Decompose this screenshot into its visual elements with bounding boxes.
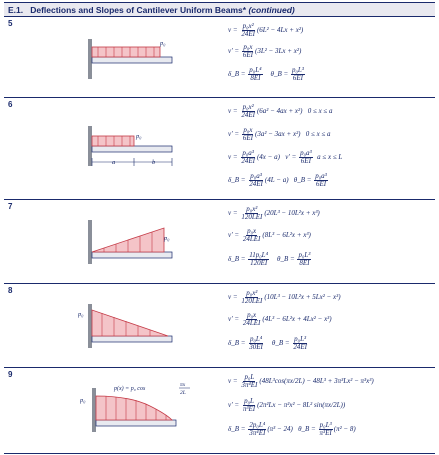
table-header xyxy=(4,2,435,17)
table-title: Deflections and Slopes of Cantilever Uniform Beams* xyxy=(30,5,247,15)
svg-text:p₀: p₀ xyxy=(78,311,84,318)
svg-text:πx: πx xyxy=(180,382,186,388)
svg-text:a: a xyxy=(112,159,116,166)
beam-figure-uniform-full xyxy=(86,31,176,83)
beam-figure-cosine-load xyxy=(80,376,220,440)
svg-text:p₀: p₀ xyxy=(164,235,170,242)
case-row-6: 6 p₀ a b v = $\frac{\text{p₀x²}}{24EI}$ (6a² − 4ax + x²) 0 ≤ x ≤ a v′ = $\frac{\text{p₀x}}{6EI}$ (3a² − 3ax + x²) 0 ≤ x ≤ a v = $\frac{\text{p₀a³}}{24EI}$ (4x − a) v′ = $\frac{\text{p₀a³}}{6EI}$ a ≤ x ≤ L δ_B = $\frac{\text{p₀a³}}{24EI}$ (4L − a) θ_B = $\frac{\text{p₀a³}}{6EI}$ xyxy=(4,98,435,200)
load-label: p₀ xyxy=(160,40,166,47)
svg-text:2L: 2L xyxy=(180,390,186,396)
case-row-9: 9 p₀ p(x) = p₀ cos πx 2L v = $\frac{\text{p₀L}}{\text{3π⁴EI}}$ (48L³cos(πx/2L) − 48L³ + 3π³Lx² − π³x³) v′ = $\frac{\text{p₀L}}{\text{π³EI}}$ (2π²Lx − π²x² − 8L² sin(πx/2L)) δ_B = $\frac{\text{2p₀L⁴}}{\text{3π⁴EI}}$ (π³ − 24) θ_B = $\frac{\text{p₀L³}}{\text{π³EI}}$ (π² − 8) xyxy=(4,368,435,454)
table-number: E.1. xyxy=(8,5,24,15)
beam-figure-uniform-partial xyxy=(86,122,176,182)
svg-text:p₀: p₀ xyxy=(136,133,142,140)
beam-figure-triangular-decreasing xyxy=(78,294,176,354)
case-number: 8 xyxy=(8,286,13,295)
beam-figure-triangular-increasing xyxy=(86,210,176,270)
case-row-5: 5 p₀ v = $\frac{\text{p₀x²}}{24EI}$ (6L² − 4Lx + x²) v′ = $\frac{\text{p₀x}}{6EI}$ (3L² − 3Lx + x²) δ_B = $\frac{\text{p₀L⁴}}{8EI}$ θ_B = $\frac{\text{p₀L³}}{6EI}$ xyxy=(4,17,435,98)
case-number: 6 xyxy=(8,100,13,109)
svg-text:p(x) = p₀ cos: p(x) = p₀ cos xyxy=(114,386,146,392)
case-number: 5 xyxy=(8,19,13,28)
svg-text:b: b xyxy=(152,159,156,166)
case-row-7: 7 p₀ v = $\frac{\text{p₀x²}}{\text{120LEI}}$ (20L³ − 10L²x + x³) v′ = $\frac{\text{p₀x}}{\text{24LEI}}$ (8L³ − 6L²x + x³) δ_B = $\frac{\text{11p₀L⁴}}{120EI}$ θ_B = $\frac{\text{p₀L³}}{8EI}$ xyxy=(4,200,435,284)
case-row-8: 8 p₀ v = $\frac{\text{p₀x²}}{\text{120LEI}}$ (10L³ − 10L²x + 5Lx² − x³) v′ = $\frac{\text{p₀x}}{\text{24LEI}}$ (4L³ − 6L²x + 4Lx² − x³) δ_B = $\frac{\text{p₀L⁴}}{30EI}$ θ_B = $\frac{\text{p₀L³}}{24EI}$ xyxy=(4,284,435,368)
svg-text:p₀: p₀ xyxy=(80,397,86,404)
case-number: 7 xyxy=(8,202,13,211)
case-number: 9 xyxy=(8,370,13,379)
table-continued: (continued) xyxy=(248,5,295,15)
